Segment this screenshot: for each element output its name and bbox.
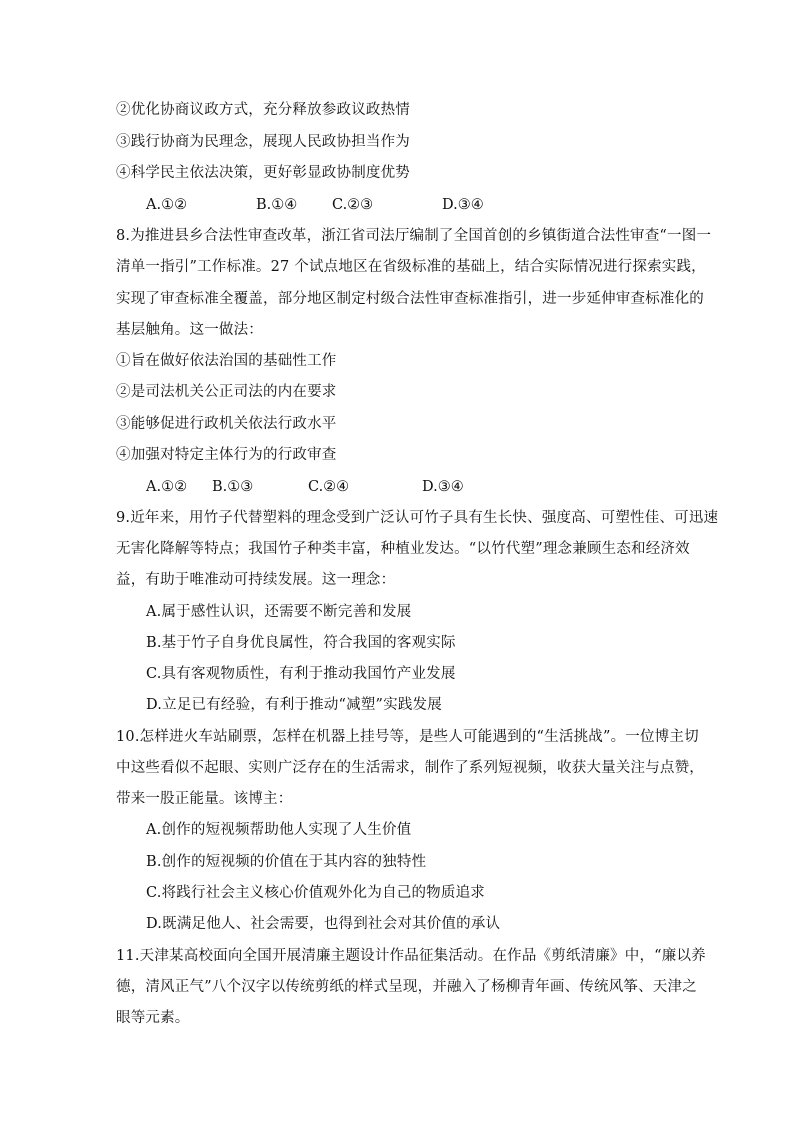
q10-choice-a: A.创作的短视频帮助他人实现了人生价值 (146, 822, 412, 838)
q9-stem-line-3: 益，有助于唯准动可持续发展。这一理念： (116, 572, 396, 588)
q9-choice-b: B.基于竹子自身优良属性，符合我国的客观实际 (146, 635, 456, 651)
q10-choice-d: D.既满足他人、社会需要，也得到社会对其价值的承认 (146, 916, 501, 932)
q7-option-b: B.①④ (256, 197, 298, 213)
q8-stem-line-2: 清单一指引”工作标准。27 个试点地区在省级标准的基础上，结合实际情况进行探索实践， (116, 259, 706, 275)
q11-stem-line-3: 眼等元素。 (116, 1010, 190, 1026)
q8-item-2: ②是司法机关公正司法的内在要求 (116, 384, 337, 400)
q10-stem-line-3: 带来一股正能量。该博主： (116, 791, 293, 807)
q7-option-d: D.③④ (442, 197, 484, 213)
q8-options (146, 477, 464, 497)
q8-option-b: B.①③ (212, 479, 254, 495)
q7-item-2: ②优化协商议政方式，充分释放参政议政热情 (116, 102, 410, 118)
q8-option-a: A.①② (146, 479, 188, 495)
q9-stem-line-2: 无害化降解等特点；我国竹子种类丰富，种植业发达。“以竹代塑”理念兼顾生态和经济效 (116, 541, 690, 557)
q9-choice-d: D.立足已有经验，有利于推动“减塑”实践发展 (146, 697, 442, 713)
q8-stem-line-4: 基层触角。这一做法： (116, 322, 263, 338)
q9-stem-line-1: 9.近年来，用竹子代替塑料的理念受到广泛认可竹子具有生长快、强度高、可塑性佳、可迅速 (116, 510, 719, 526)
q11-stem-line-2: 德，清风正气”八个汉字以传统剪纸的样式呈现，并融入了杨柳青年画、传统风筝、天津之 (116, 979, 697, 995)
q10-choice-c: C.将践行社会主义核心价值观外化为自己的物质追求 (146, 885, 485, 901)
q7-item-3: ③践行协商为民理念，展现人民政协担当作为 (116, 134, 410, 150)
q10-stem-line-2: 中这些看似不起眼、实则广泛存在的生活需求，制作了系列短视频，收获大量关注与点赞， (116, 760, 704, 776)
q8-stem-line-1: 8.为推进县乡合法性审查改革，浙江省司法厅编制了全国首创的乡镇街道合法性审查“一图一 (116, 228, 712, 244)
q11-stem-line-1: 11.天津某高校面向全国开展清廉主题设计作品征集活动。在作品《剪纸清廉》中，“廉以养 (116, 948, 706, 964)
q7-option-c: C.②③ (332, 197, 374, 213)
q7-options (146, 195, 484, 215)
q9-choice-c: C.具有客观物质性，有利于推动我国竹产业发展 (146, 666, 456, 682)
q7-item-4: ④科学民主依法决策，更好彰显政协制度优势 (116, 165, 410, 181)
q8-item-4: ④加强对特定主体行为的行政审查 (116, 447, 337, 463)
q8-option-c: C.②④ (308, 479, 350, 495)
q8-option-d: D.③④ (422, 479, 464, 495)
q8-item-1: ①旨在做好依法治国的基础性工作 (116, 353, 337, 369)
q7-option-a: A.①② (146, 197, 188, 213)
q9-choice-a: A.属于感性认识，还需要不断完善和发展 (146, 604, 412, 620)
q10-stem-line-1: 10.怎样进火车站刷票，怎样在机器上挂号等，是些人可能遇到的“生活挑战”。一位博主切 (116, 729, 699, 745)
q8-item-3: ③能够促进行政机关依法行政水平 (116, 416, 337, 432)
q10-choice-b: B.创作的短视频的价值在于其内容的独特性 (146, 854, 427, 870)
q8-stem-line-3: 实现了审查标准全覆盖，部分地区制定村级合法性审查标准指引，进一步延伸审查标准化的 (116, 291, 704, 307)
